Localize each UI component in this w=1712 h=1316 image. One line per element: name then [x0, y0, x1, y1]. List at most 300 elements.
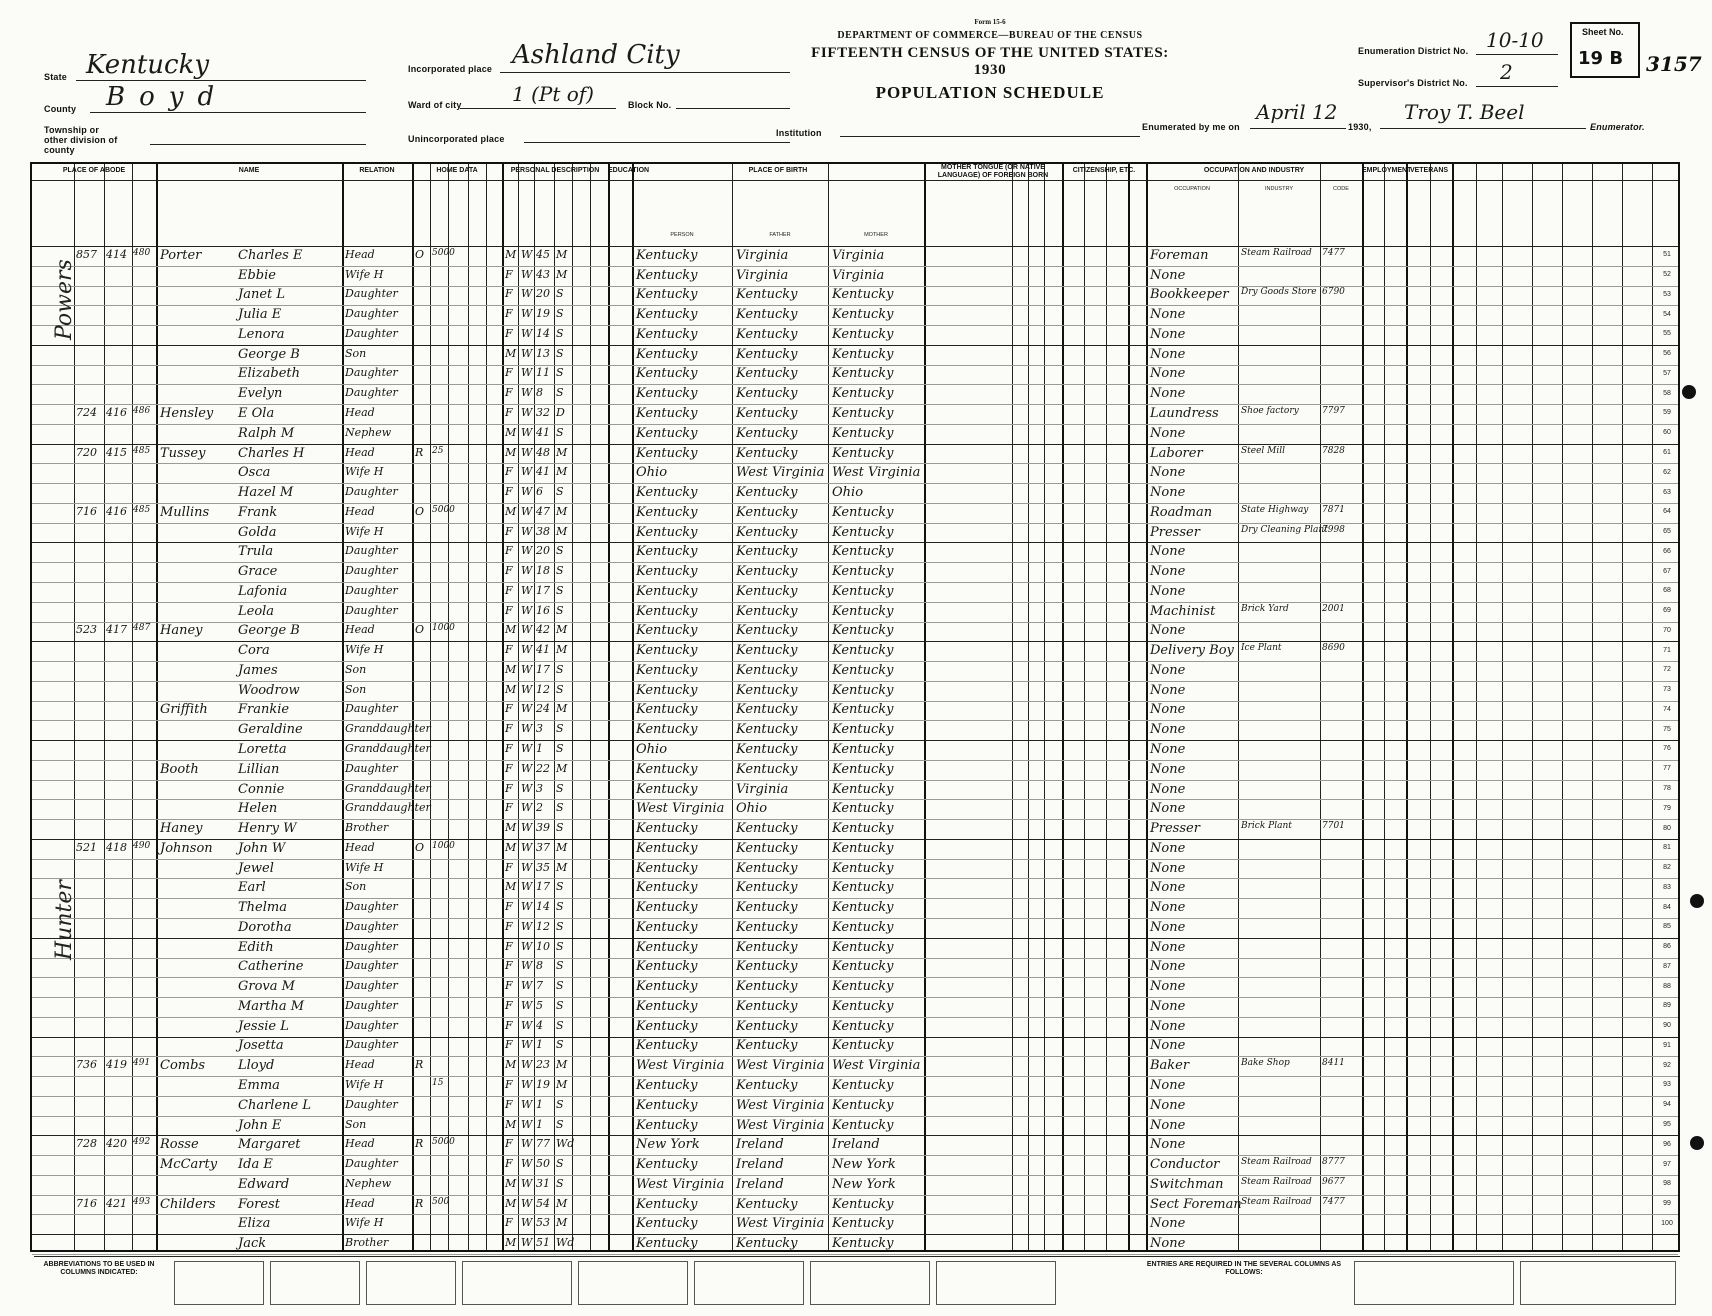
birthplace-person: West Virginia [636, 801, 725, 817]
occupation: None [1150, 919, 1186, 935]
footer-legend-box [936, 1261, 1056, 1305]
occupation: None [1150, 1117, 1186, 1133]
given-name: Ida E [238, 1157, 273, 1173]
relation: Daughter [345, 1038, 398, 1052]
birthplace-person: Ohio [636, 741, 668, 757]
ed-label: Enumeration District No. [1358, 46, 1469, 56]
industry: Steam Railroad [1241, 1157, 1312, 1168]
birthplace-person: Kentucky [636, 682, 698, 698]
line-number: 58 [1663, 389, 1671, 397]
birthplace-father: Ireland [736, 1157, 784, 1173]
age: 4 [536, 1018, 543, 1032]
occupation: None [1150, 326, 1186, 342]
sex: F [505, 564, 513, 578]
race: W [521, 603, 533, 617]
birthplace-father: Virginia [736, 247, 789, 263]
given-name: Jack [238, 1236, 267, 1252]
birthplace-father: Kentucky [736, 504, 798, 520]
age: 51 [536, 1236, 550, 1250]
race: W [521, 781, 533, 795]
birthplace-father: Kentucky [736, 1236, 798, 1252]
marital-status: S [556, 346, 564, 360]
birthplace-mother: Kentucky [832, 504, 894, 520]
enumerated-year: 1930, [1348, 122, 1372, 132]
birthplace-person: Kentucky [636, 485, 698, 501]
race: W [521, 1196, 533, 1210]
industry-code: 8411 [1322, 1058, 1345, 1069]
date-underline [1250, 128, 1346, 129]
birthplace-person: New York [636, 1137, 700, 1153]
marital-status: M [556, 1196, 568, 1210]
race: W [521, 1077, 533, 1091]
given-name: Helen [238, 801, 278, 817]
relation: Daughter [345, 1157, 398, 1171]
line-number: 62 [1663, 468, 1671, 476]
dwelling-number: 728 [76, 1137, 97, 1151]
table-row [32, 760, 1682, 780]
line-number: 57 [1663, 369, 1671, 377]
unincorporated-underline [524, 142, 790, 143]
birthplace-father: West Virginia [736, 465, 825, 481]
sex: F [505, 1137, 513, 1151]
marital-status: S [556, 386, 564, 400]
birthplace-father: Kentucky [736, 761, 798, 777]
race: W [521, 761, 533, 775]
table-row [32, 266, 1682, 286]
birthplace-person: Kentucky [636, 504, 698, 520]
birthplace-mother: Kentucky [832, 544, 894, 560]
age: 1 [536, 1117, 543, 1131]
birthplace-person: Kentucky [636, 445, 698, 461]
visitation-number: 486 [133, 405, 151, 416]
birthplace-mother: Kentucky [832, 860, 894, 876]
birthplace-person: Kentucky [636, 900, 698, 916]
relation: Head [345, 1058, 375, 1072]
footer-legend-box [578, 1261, 688, 1305]
birthplace-person: Kentucky [636, 722, 698, 738]
birthplace-father: Kentucky [736, 307, 798, 323]
race: W [521, 287, 533, 301]
age: 5 [536, 998, 543, 1012]
given-name: Elizabeth [238, 366, 301, 382]
footer [34, 1256, 1680, 1308]
sex: F [505, 386, 513, 400]
given-name: Lillian [238, 761, 280, 777]
birthplace-person: Kentucky [636, 564, 698, 580]
line-number: 80 [1663, 824, 1671, 832]
birthplace-mother: Kentucky [832, 1236, 894, 1252]
line-number: 88 [1663, 982, 1671, 990]
sex: F [505, 702, 513, 716]
given-name: Lloyd [238, 1058, 275, 1074]
race: W [521, 465, 533, 479]
industry-code: 8777 [1322, 1157, 1345, 1168]
visitation-number: 480 [133, 247, 151, 258]
age: 1 [536, 1097, 543, 1111]
group-header-veterans: VETERANS [1409, 167, 1449, 174]
occupation: None [1150, 425, 1186, 441]
given-name: Forest [238, 1196, 280, 1212]
marital-status: S [556, 662, 564, 676]
industry-code: 8690 [1322, 643, 1345, 654]
industry-code: 7477 [1322, 1196, 1345, 1207]
form-number: Form 15-6 [974, 18, 1006, 26]
age: 45 [536, 247, 550, 261]
industry-code: 7998 [1322, 524, 1345, 535]
marital-status: M [556, 504, 568, 518]
race: W [521, 1137, 533, 1151]
occupation: None [1150, 1077, 1186, 1093]
marital-status: S [556, 1176, 564, 1190]
birthplace-mother: Kentucky [832, 900, 894, 916]
line-number: 84 [1663, 903, 1671, 911]
birthplace-mother: Kentucky [832, 801, 894, 817]
line-number: 53 [1663, 290, 1671, 298]
sex: M [505, 504, 517, 518]
table-row [32, 1234, 1682, 1254]
sex: F [505, 900, 513, 914]
footer-legend-box [1520, 1261, 1676, 1305]
relation: Brother [345, 821, 389, 835]
schedule-title: POPULATION SCHEDULE [875, 83, 1105, 102]
marital-status: S [556, 880, 564, 894]
occupation: None [1150, 1038, 1186, 1054]
group-header-birth: PLACE OF BIRTH [748, 167, 808, 174]
marital-status: S [556, 781, 564, 795]
birthplace-father: Kentucky [736, 979, 798, 995]
marital-status: S [556, 919, 564, 933]
occupation: Laborer [1150, 445, 1203, 461]
table-row [32, 701, 1682, 721]
occupation: Baker [1150, 1058, 1190, 1074]
given-name: Connie [238, 781, 285, 797]
table-row [32, 1096, 1682, 1116]
table-row [32, 720, 1682, 740]
occupation: None [1150, 623, 1186, 639]
sex: F [505, 781, 513, 795]
occupation: Bookkeeper [1150, 287, 1229, 303]
age: 20 [536, 544, 550, 558]
age: 17 [536, 583, 550, 597]
race: W [521, 860, 533, 874]
given-name: Leola [238, 603, 275, 619]
birthplace-person: Kentucky [636, 247, 698, 263]
table-row [32, 503, 1682, 523]
industry-code: 7797 [1322, 405, 1345, 416]
industry: Dry Cleaning Plant [1241, 524, 1328, 535]
marital-status: S [556, 564, 564, 578]
group-header-tongue: MOTHER TONGUE (OR NATIVE LANGUAGE) OF FOREIGN BORN [937, 164, 1049, 180]
given-name: Emma [238, 1077, 280, 1093]
race: W [521, 880, 533, 894]
ward-underline [460, 108, 616, 109]
birthplace-mother: Kentucky [832, 445, 894, 461]
marital-status: M [556, 860, 568, 874]
family-number: 419 [106, 1058, 127, 1072]
industry-code: 6790 [1322, 287, 1345, 298]
industry-code: 9677 [1322, 1176, 1345, 1187]
birthplace-father: Kentucky [736, 623, 798, 639]
industry-code: 7477 [1322, 247, 1345, 258]
line-number: 69 [1663, 607, 1671, 615]
state-value: Kentucky [86, 50, 210, 80]
family-number: 417 [106, 623, 127, 637]
birthplace-mother: Virginia [832, 247, 885, 263]
line-number: 67 [1663, 567, 1671, 575]
age: 8 [536, 959, 543, 973]
relation: Daughter [345, 485, 398, 499]
birthplace-father: Ireland [736, 1176, 784, 1192]
birthplace-mother: Kentucky [832, 1097, 894, 1113]
marital-status: M [556, 1058, 568, 1072]
industry: Steam Railroad [1241, 1176, 1312, 1187]
race: W [521, 959, 533, 973]
footer-legend-box [462, 1261, 572, 1305]
industry: Bake Shop [1241, 1058, 1290, 1069]
marital-status: M [556, 524, 568, 538]
marital-status: S [556, 544, 564, 558]
dwelling-number: 523 [76, 623, 97, 637]
occupation: None [1150, 1097, 1186, 1113]
sex: F [505, 1077, 513, 1091]
birthplace-father: Kentucky [736, 485, 798, 501]
given-name: Hazel M [238, 485, 294, 501]
race: W [521, 662, 533, 676]
line-number: 73 [1663, 686, 1671, 694]
marital-status: S [556, 1018, 564, 1032]
birthplace-person: Kentucky [636, 1077, 698, 1093]
given-name: Charles H [238, 445, 305, 461]
home-value: 25 [432, 445, 444, 456]
surname: Johnson [160, 840, 213, 856]
enumerated-date: April 12 [1256, 100, 1338, 124]
age: 20 [536, 287, 550, 301]
dwelling-number: 716 [76, 504, 97, 518]
relation: Daughter [345, 919, 398, 933]
birthplace-father: Kentucky [736, 998, 798, 1014]
birthplace-mother: Kentucky [832, 959, 894, 975]
occupation: None [1150, 959, 1186, 975]
marital-status: S [556, 1097, 564, 1111]
relation: Daughter [345, 326, 398, 340]
birthplace-mother: Kentucky [832, 524, 894, 540]
birthplace-mother: Kentucky [832, 1077, 894, 1093]
age: 12 [536, 919, 550, 933]
given-name: Cora [238, 643, 270, 659]
sex: M [505, 623, 517, 637]
given-name: John E [238, 1117, 282, 1133]
birthplace-mother: Kentucky [832, 682, 894, 698]
given-name: Woodrow [238, 682, 300, 698]
line-number: 51 [1663, 251, 1671, 259]
given-name: Charles E [238, 247, 303, 263]
marital-status: S [556, 979, 564, 993]
birthplace-mother: Kentucky [832, 564, 894, 580]
age: 39 [536, 821, 550, 835]
birthplace-mother: West Virginia [832, 1058, 921, 1074]
table-row [32, 1076, 1682, 1096]
sex: F [505, 267, 513, 281]
given-name: Evelyn [238, 386, 283, 402]
dwelling-number: 716 [76, 1196, 97, 1210]
sex: F [505, 1018, 513, 1032]
given-name: Jewel [238, 860, 274, 876]
table-row [32, 740, 1682, 760]
surname: Mullins [160, 504, 210, 520]
relation: Daughter [345, 564, 398, 578]
birthplace-mother: New York [832, 1176, 896, 1192]
subheader-code: CODE [1333, 186, 1349, 192]
age: 11 [536, 366, 550, 380]
sheet-label: Sheet No. [1582, 27, 1624, 37]
family-number: 415 [106, 445, 127, 459]
block-underline [676, 108, 790, 109]
group-header-abode: PLACE OF ABODE [62, 167, 126, 174]
relation: Head [345, 405, 375, 419]
relation: Son [345, 1117, 367, 1131]
race: W [521, 702, 533, 716]
marital-status: D [556, 405, 565, 419]
marital-status: S [556, 485, 564, 499]
birthplace-father: Virginia [736, 267, 789, 283]
home-owned: O [415, 247, 425, 261]
table-row [32, 641, 1682, 661]
given-name: Martha M [238, 998, 305, 1014]
table-row [32, 918, 1682, 938]
sex: M [505, 1117, 517, 1131]
occupation: None [1150, 1236, 1186, 1252]
age: 8 [536, 386, 543, 400]
occupation: Presser [1150, 821, 1200, 837]
marital-status: S [556, 583, 564, 597]
birthplace-father: Kentucky [736, 682, 798, 698]
age: 41 [536, 425, 550, 439]
line-number: 93 [1663, 1081, 1671, 1089]
line-number: 63 [1663, 488, 1671, 496]
occupation: None [1150, 761, 1186, 777]
occupation: None [1150, 939, 1186, 955]
given-name: Frankie [238, 702, 290, 718]
birthplace-person: Ohio [636, 465, 668, 481]
relation: Wife H [345, 1216, 384, 1230]
sheet-number-box [1570, 22, 1640, 78]
relation: Head [345, 623, 375, 637]
table-row [32, 365, 1682, 385]
relation: Granddaughter [345, 722, 431, 736]
race: W [521, 485, 533, 499]
sex: M [505, 1058, 517, 1072]
relation: Granddaughter [345, 801, 431, 815]
birthplace-mother: Ohio [832, 485, 864, 501]
birthplace-father: Kentucky [736, 959, 798, 975]
occupation: Machinist [1150, 603, 1216, 619]
relation: Daughter [345, 702, 398, 716]
birthplace-person: Kentucky [636, 880, 698, 896]
birthplace-father: Kentucky [736, 445, 798, 461]
birthplace-father: Kentucky [736, 880, 798, 896]
industry: Brick Plant [1241, 821, 1292, 832]
table-row [32, 622, 1682, 642]
birthplace-mother: Kentucky [832, 1038, 894, 1054]
sex: M [505, 346, 517, 360]
relation: Daughter [345, 1018, 398, 1032]
birthplace-person: Kentucky [636, 979, 698, 995]
footer-legend-box [270, 1261, 360, 1305]
line-number: 95 [1663, 1121, 1671, 1129]
sex: M [505, 247, 517, 261]
table-row [32, 246, 1682, 266]
birthplace-mother: Kentucky [832, 1117, 894, 1133]
occupation: None [1150, 741, 1186, 757]
birthplace-father: Kentucky [736, 1038, 798, 1054]
sex: F [505, 761, 513, 775]
table-row [32, 1017, 1682, 1037]
footer-legend-box [694, 1261, 804, 1305]
table-row [32, 562, 1682, 582]
age: 35 [536, 860, 550, 874]
group-header-education: EDUCATION [608, 167, 650, 174]
line-number: 99 [1663, 1200, 1671, 1208]
sex: F [505, 287, 513, 301]
family-number: 416 [106, 405, 127, 419]
birthplace-mother: Kentucky [832, 603, 894, 619]
table-row [32, 878, 1682, 898]
relation: Daughter [345, 583, 398, 597]
given-name: John W [238, 840, 286, 856]
relation: Daughter [345, 544, 398, 558]
county-underline [90, 112, 366, 113]
line-number: 74 [1663, 705, 1671, 713]
subheader-industry: INDUSTRY [1264, 186, 1293, 192]
marital-status: S [556, 682, 564, 696]
birthplace-person: Kentucky [636, 623, 698, 639]
birthplace-father: Kentucky [736, 1018, 798, 1034]
birthplace-person: Kentucky [636, 603, 698, 619]
street-name-1: Powers [52, 259, 77, 340]
punch-hole-mark [1690, 894, 1704, 908]
birthplace-person: Kentucky [636, 939, 698, 955]
birthplace-mother: Kentucky [832, 662, 894, 678]
occupation: None [1150, 880, 1186, 896]
sheet-value: 19 B [1578, 48, 1624, 69]
race: W [521, 386, 533, 400]
birthplace-person: Kentucky [636, 662, 698, 678]
given-name: Catherine [238, 959, 304, 975]
relation: Head [345, 247, 375, 261]
birthplace-father: Kentucky [736, 583, 798, 599]
sex: F [505, 939, 513, 953]
age: 24 [536, 702, 550, 716]
birthplace-mother: Kentucky [832, 643, 894, 659]
given-name: Eliza [238, 1216, 271, 1232]
occupation: None [1150, 662, 1186, 678]
table-row [32, 1116, 1682, 1136]
line-number: 70 [1663, 626, 1671, 634]
visitation-number: 493 [133, 1196, 151, 1207]
table-row [32, 1214, 1682, 1234]
sex: M [505, 425, 517, 439]
table-row [32, 463, 1682, 483]
birthplace-father: Kentucky [736, 1196, 798, 1212]
table-row [32, 819, 1682, 839]
age: 1 [536, 741, 543, 755]
marital-status: S [556, 959, 564, 973]
home-owned: R [415, 1196, 424, 1210]
race: W [521, 1018, 533, 1032]
marital-status: S [556, 1157, 564, 1171]
birthplace-person: Kentucky [636, 326, 698, 342]
birthplace-person: Kentucky [636, 307, 698, 323]
